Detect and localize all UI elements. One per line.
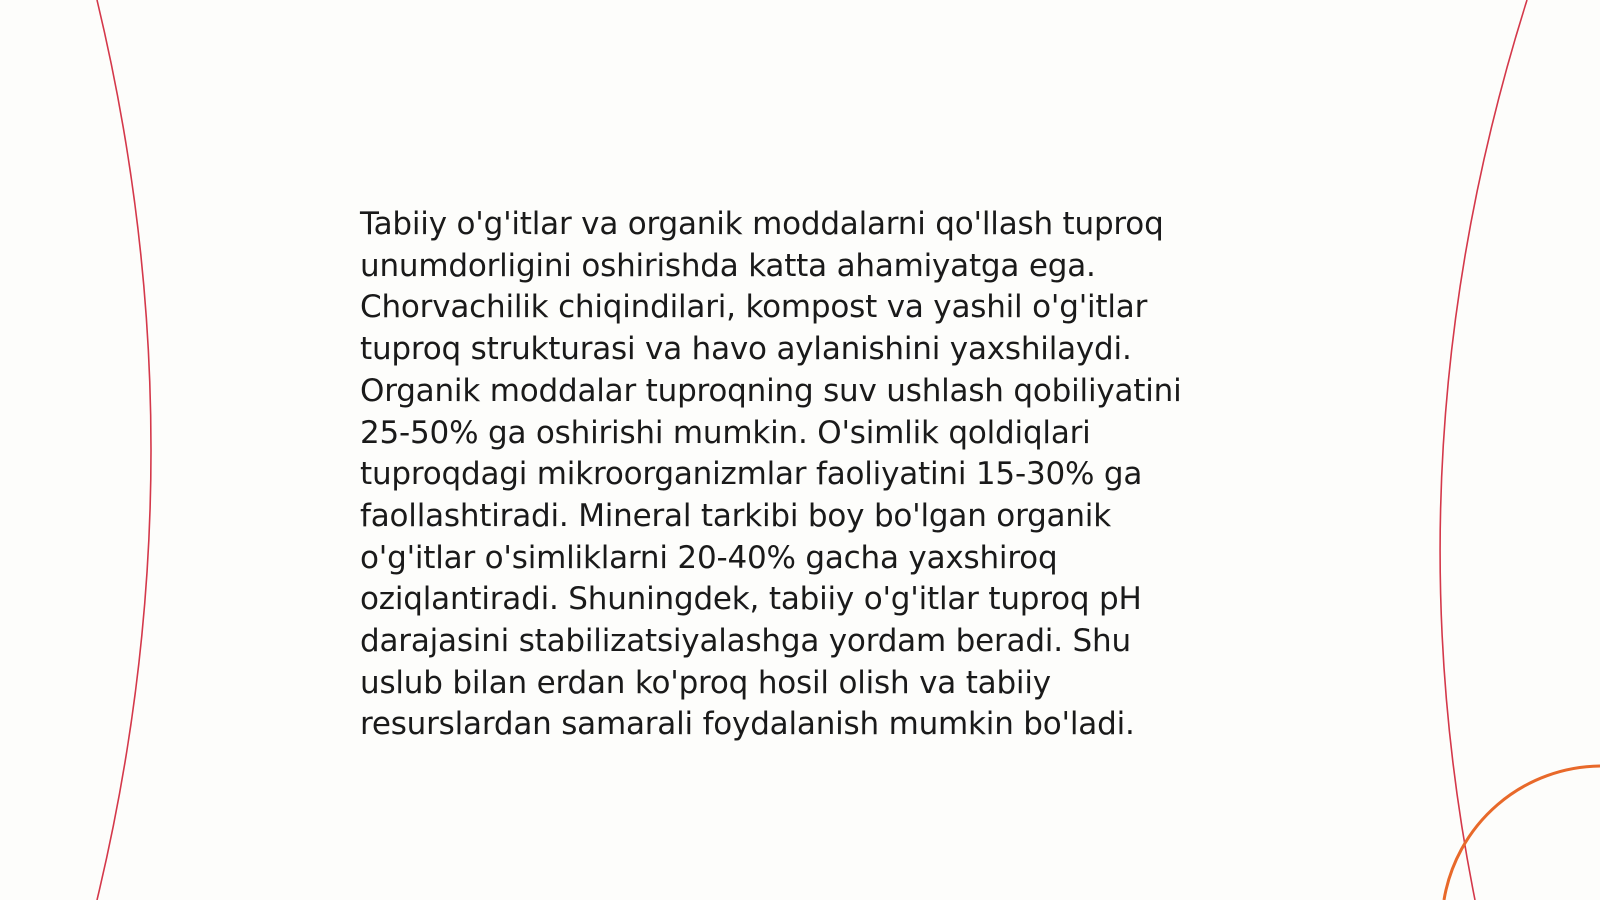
paragraph-line: oziqlantiradi. Shuningdek, tabiiy o'g'itlar tuproq pH <box>360 581 1142 618</box>
left-curve-line <box>97 0 151 900</box>
paragraph-line: uslub bilan erdan ko'proq hosil olish va tabiiy <box>360 664 1051 701</box>
paragraph-line: resurslardan samarali foydalanish mumkin bo'ladi. <box>360 706 1135 743</box>
paragraph-line: tuproqdagi mikroorganizmlar faoliyatini 15-30% ga <box>360 456 1143 493</box>
paragraph-line: 25-50% ga oshirishi mumkin. O'simlik qoldiqlari <box>360 414 1091 451</box>
accent-arc <box>1444 766 1600 900</box>
body-paragraph <box>360 204 1260 746</box>
paragraph-line: Tabiiy o'g'itlar va organik moddalarni qo'llash tuproq <box>360 206 1164 242</box>
paragraph-line: faollashtiradi. Mineral tarkibi boy bo'lgan organik <box>360 497 1111 534</box>
paragraph-line: tuproq strukturasi va havo aylanishini yaxshilaydi. <box>360 331 1132 368</box>
paragraph-line: Chorvachilik chiqindilari, kompost va yashil o'g'itlar <box>360 289 1148 326</box>
paragraph-line: unumdorligini oshirishda katta ahamiyatga ega. <box>360 247 1096 284</box>
right-curve-line <box>1440 0 1527 900</box>
paragraph-line: o'g'itlar o'simliklarni 20-40% gacha yaxshiroq <box>360 539 1058 576</box>
paragraph-line: darajasini stabilizatsiyalashga yordam beradi. Shu <box>360 623 1131 660</box>
paragraph-line: Organik moddalar tuproqning suv ushlash qobiliyatini <box>360 372 1182 409</box>
